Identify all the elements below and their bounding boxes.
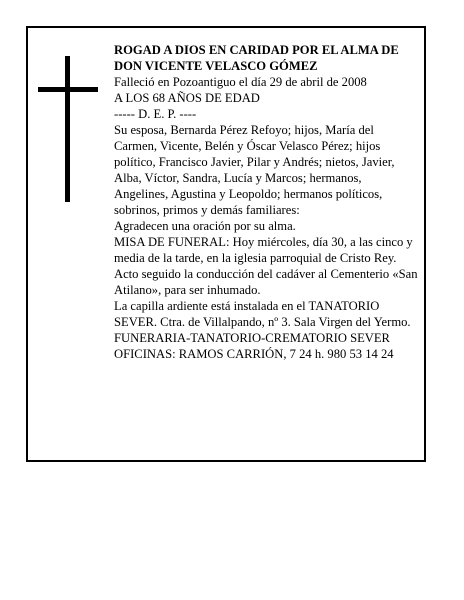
heading: ROGAD A DIOS EN CARIDAD POR EL ALMA DE bbox=[114, 43, 399, 57]
age-info: A LOS 68 AÑOS DE EDAD bbox=[114, 91, 260, 105]
family-list: Su esposa, Bernarda Pérez Refoyo; hijos, María del Carmen, Vicente, Belén y Óscar Velasco Pérez; hijos político, Francisco Javier, Pilar y Andrés; nietos, Javier, Alba, Víctor, Sandra, Lucía y Marcos; hermanos, Angelines, Agustina y Leopoldo; hermanos políticos, sobrinos, primos y demás familiares: bbox=[114, 123, 395, 217]
death-info: Falleció en Pozoantiguo el día 29 de abril de 2008 bbox=[114, 75, 367, 89]
offices-info: OFICINAS: RAMOS CARRIÓN, 7 24 h. 980 53 14 24 bbox=[114, 347, 394, 361]
obituary-text bbox=[114, 42, 418, 362]
cross-vertical-bar bbox=[65, 56, 70, 202]
obituary-notice bbox=[26, 26, 426, 462]
cross-icon bbox=[38, 56, 98, 202]
funeral-home-name: FUNERARIA-TANATORIO-CREMATORIO SEVER bbox=[114, 331, 390, 345]
cross-horizontal-bar bbox=[38, 87, 98, 92]
rip-line: ----- D. E. P. ---- bbox=[114, 107, 197, 121]
chapel-info: La capilla ardiente está instalada en el TANATORIO SEVER. Ctra. de Villalpando, nº 3. Sala Virgen del Yermo. bbox=[114, 299, 411, 329]
deceased-name: DON VICENTE VELASCO GÓMEZ bbox=[114, 59, 318, 73]
funeral-mass-info: MISA DE FUNERAL: Hoy miércoles, día 30, a las cinco y media de la tarde, en la iglesia parroquial de Cristo Rey. Acto seguido la conducción del cadáver al Cementerio «San Atilano», para ser inhumado. bbox=[114, 235, 418, 297]
thanks-line: Agradecen una oración por su alma. bbox=[114, 219, 296, 233]
